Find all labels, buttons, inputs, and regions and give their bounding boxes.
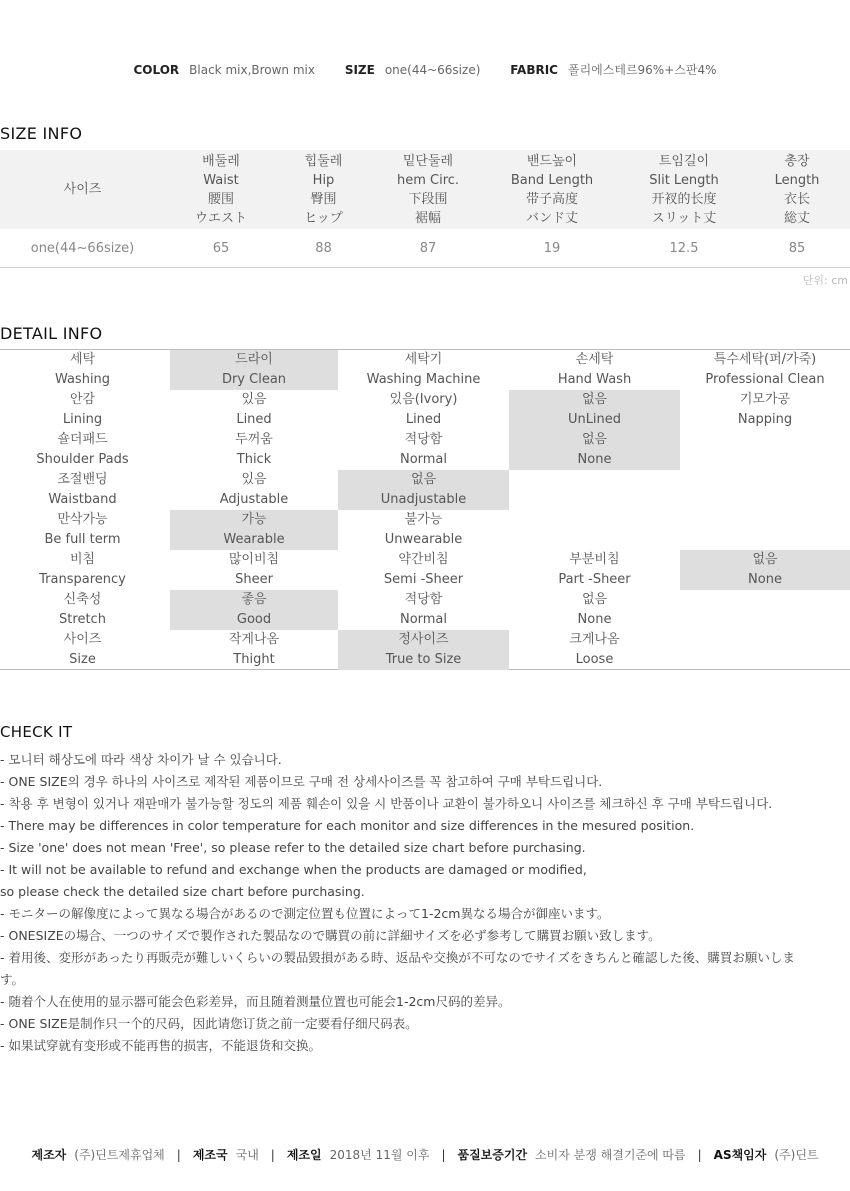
detail-option-ko: 없음	[752, 552, 778, 567]
detail-row-head	[0, 390, 165, 430]
detail-option-ko: 드라이	[235, 352, 273, 367]
detail-option-cell	[338, 510, 509, 550]
size-info-title: SIZE INFO	[0, 124, 83, 143]
detail-option-ko: 없음	[410, 472, 437, 487]
detail-info-title: DETAIL INFO	[0, 324, 103, 343]
size-col-jp: ウエスト	[194, 211, 247, 226]
size-value-band: 19	[543, 241, 561, 256]
detail-option-cell	[680, 430, 850, 470]
detail-head-en: Washing	[54, 372, 111, 387]
detail-option-cell	[338, 390, 509, 430]
size-col-slit	[618, 152, 750, 228]
size-col-band	[486, 152, 618, 228]
detail-head-ko: 비침	[69, 552, 96, 567]
detail-option-cell	[338, 590, 509, 630]
detail-option-ko: 부분비침	[569, 552, 620, 567]
detail-head-ko: 숄더패드	[57, 432, 108, 447]
detail-head-ko: 세탁	[69, 352, 96, 367]
detail-option-cell	[170, 470, 338, 510]
manufacturer-footer	[0, 1146, 850, 1163]
size-col-ko: 밑단둘레	[402, 154, 454, 169]
size-value-hem: 87	[419, 241, 437, 256]
size-col-en: Length	[774, 173, 820, 188]
detail-option-ko: 있음	[241, 472, 267, 487]
size-table-header	[0, 150, 850, 229]
detail-option-cell	[338, 470, 509, 510]
detail-option-en: Hand Wash	[557, 372, 632, 387]
size-col-en: Waist	[203, 173, 239, 188]
size-col-ko: 총장	[784, 154, 810, 169]
detail-head-en: Lining	[62, 412, 103, 427]
size-col-hip	[277, 152, 370, 228]
detail-head-en: Shoulder Pads	[36, 452, 129, 467]
detail-option-en: Part -Sheer	[558, 572, 631, 587]
check-note-line: す。	[0, 972, 25, 987]
detail-row-head	[0, 510, 165, 550]
detail-option-cell	[170, 590, 338, 630]
detail-head-en: Be full term	[44, 532, 121, 547]
detail-option-ko: 좋음	[241, 592, 267, 607]
footer-separator: |	[697, 1148, 702, 1162]
detail-option-ko: 두꺼움	[235, 432, 273, 447]
size-col-en: Band Length	[510, 173, 594, 188]
footer-value: 소비자 분쟁 해결기준에 따름	[535, 1148, 686, 1162]
detail-head-ko: 신축성	[63, 592, 102, 607]
size-col-en: Slit Length	[649, 173, 719, 188]
detail-option-cell	[509, 350, 680, 390]
detail-row-head	[0, 630, 165, 670]
detail-option-cell	[509, 510, 680, 550]
check-it-notes	[0, 749, 850, 1057]
detail-option-cell	[170, 390, 338, 430]
detail-row	[0, 470, 850, 510]
detail-option-cell	[509, 390, 680, 430]
size-unit-note: 단위: cm	[802, 274, 848, 287]
detail-head-en: Transparency	[39, 572, 126, 587]
detail-option-en: Sheer	[235, 572, 273, 587]
detail-option-ko: 없음	[581, 392, 608, 407]
detail-option-cell	[680, 550, 850, 590]
detail-option-en: Washing Machine	[366, 372, 481, 387]
size-col-hem	[370, 152, 486, 228]
detail-head-ko: 사이즈	[63, 632, 102, 647]
detail-row	[0, 390, 850, 430]
detail-option-en: True to Size	[385, 652, 462, 667]
detail-head-en: Waistband	[48, 492, 117, 507]
detail-head-en: Size	[69, 652, 96, 667]
detail-option-ko: 손세탁	[575, 352, 614, 367]
detail-option-ko: 적당함	[404, 592, 443, 607]
size-value-slit: 12.5	[669, 241, 699, 256]
size-row-label: 사이즈	[63, 182, 102, 197]
check-note-line: - ONE SIZE의 경우 하나의 사이즈로 제작된 제품이므로 구매 전 상세사이즈를 꼭 참고하여 구매 부탁드립니다.	[0, 774, 603, 789]
footer-key: 제조일	[286, 1148, 322, 1162]
size-col-length	[750, 152, 844, 228]
detail-info-table	[0, 349, 850, 670]
detail-option-en: None	[577, 452, 612, 467]
footer-value: 2018년 11월 이후	[329, 1148, 430, 1162]
detail-row-head	[0, 590, 165, 630]
size-col-jp: バンド丈	[525, 211, 578, 226]
detail-option-cell	[338, 550, 509, 590]
detail-row	[0, 350, 850, 390]
detail-option-ko: 가능	[241, 512, 267, 527]
size-col-cn: 下段围	[408, 192, 448, 207]
check-note-line: so please check the detailed size chart before purchasing.	[0, 884, 365, 899]
spec-color-value: Black mix,Brown mix	[189, 63, 315, 77]
footer-key: 제조국	[192, 1148, 228, 1162]
product-spec-line	[0, 61, 850, 78]
footer-separator: |	[441, 1148, 446, 1162]
detail-option-en: UnLined	[567, 412, 622, 427]
check-note-line: - 如果试穿就有变形或不能再售的损害，不能退货和交换。	[0, 1038, 321, 1053]
detail-option-cell	[680, 350, 850, 390]
size-col-ko: 트임길이	[658, 154, 710, 169]
detail-option-en: None	[748, 572, 782, 587]
detail-option-ko: 기모가공	[739, 392, 791, 407]
detail-row-head	[0, 430, 165, 470]
detail-option-en: Semi -Sheer	[383, 572, 464, 587]
check-note-line: - 모니터 해상도에 따라 색상 차이가 날 수 있습니다.	[0, 752, 282, 767]
footer-value: (주)딘트제휴업체	[74, 1148, 165, 1162]
detail-option-en: Thick	[236, 452, 272, 467]
detail-option-ko: 정사이즈	[398, 632, 449, 647]
size-value-hip: 88	[315, 241, 332, 256]
detail-option-cell	[680, 630, 850, 670]
detail-option-en: Wearable	[223, 532, 285, 547]
footer-value: 국내	[235, 1148, 259, 1162]
size-col-cn: 开衩的长度	[651, 192, 717, 207]
size-col-cn: 腰围	[207, 192, 234, 207]
check-note-line: - 着用後、変形があったり再販売が難しいくらいの製品毀損がある時、返品や交換が不可なのでサイズをきちんと確認した後、購買お願いしま	[0, 950, 795, 965]
detail-head-en: Stretch	[59, 612, 106, 627]
footer-value: (주)딘트	[774, 1148, 819, 1162]
detail-option-en: Good	[236, 612, 272, 627]
check-note-line: - 随着个人在使用的显示器可能会色彩差异，而且随着测量位置也可能会1-2cm尺码的差异。	[0, 994, 511, 1009]
size-col-jp: 総丈	[783, 211, 810, 226]
check-note-line: - ONE SIZE是制作只一个的尺码，因此请您订货之前一定要看仔细尺码表。	[0, 1016, 418, 1031]
detail-option-en: Lined	[405, 412, 442, 427]
detail-option-ko: 있음	[241, 392, 267, 407]
detail-option-en: Normal	[399, 612, 448, 627]
detail-option-cell	[338, 350, 509, 390]
size-col-cn: 衣长	[783, 192, 810, 207]
size-col-cn: 带子高度	[525, 192, 578, 207]
detail-option-cell	[170, 510, 338, 550]
detail-option-ko: 크게나옴	[569, 632, 620, 647]
detail-option-ko: 세탁기	[404, 352, 443, 367]
detail-option-en: Unadjustable	[380, 492, 467, 507]
spec-fabric-key: FABRIC	[510, 63, 558, 77]
detail-option-en: None	[577, 612, 612, 627]
detail-option-ko: 없음	[581, 432, 608, 447]
size-col-cn: 臀围	[310, 192, 337, 207]
detail-option-ko: 있음(Ivory)	[389, 392, 458, 407]
spec-color-key: COLOR	[133, 63, 180, 77]
detail-option-en: Unwearable	[384, 532, 463, 547]
size-value-length: 85	[788, 241, 806, 256]
size-col-jp: スリット丈	[651, 211, 717, 226]
detail-option-cell	[338, 630, 509, 670]
detail-head-ko: 조절밴딩	[57, 472, 108, 487]
detail-option-cell	[509, 630, 680, 670]
size-col-ko: 밴드높이	[526, 154, 578, 169]
detail-option-ko: 불가능	[404, 512, 443, 527]
detail-option-cell	[680, 470, 850, 510]
detail-row	[0, 510, 850, 550]
detail-option-cell	[170, 550, 338, 590]
detail-option-cell	[170, 630, 338, 670]
detail-row	[0, 630, 850, 670]
detail-option-en: Loose	[575, 652, 614, 667]
detail-option-cell	[338, 430, 509, 470]
detail-option-ko: 약간비침	[398, 552, 449, 567]
size-col-jp: ヒップ	[304, 211, 343, 226]
detail-head-ko: 만삭가능	[57, 512, 108, 527]
detail-option-en: Napping	[737, 412, 793, 427]
spec-size-key: SIZE	[344, 63, 375, 77]
detail-option-ko: 많이비침	[228, 552, 280, 567]
detail-option-en: Professional Clean	[705, 372, 825, 387]
detail-option-cell	[509, 550, 680, 590]
size-name-cell: one(44~66size)	[30, 241, 135, 256]
check-note-line: - モニターの解像度によって異なる場合があるので測定位置も位置によって1-2cm異なる場合が御座います。	[0, 906, 610, 921]
detail-option-cell	[680, 510, 850, 550]
check-note-line: - 착용 후 변형이 있거나 재판매가 불가능할 정도의 제품 훼손이 있을 시 반품이나 교환이 불가하오니 사이즈를 체크하신 후 구매 부탁드립니다.	[0, 796, 773, 811]
detail-row	[0, 430, 850, 470]
detail-row-head	[0, 470, 165, 510]
size-col-waist	[165, 152, 277, 228]
detail-option-ko: 작게나옴	[228, 632, 280, 647]
detail-row	[0, 550, 850, 590]
size-col-ko: 배둘레	[202, 154, 240, 169]
size-col-ko: 힙둘레	[304, 154, 343, 169]
detail-option-en: Dry Clean	[221, 372, 287, 387]
detail-option-en: Normal	[399, 452, 448, 467]
size-col-jp: 裾幅	[414, 211, 441, 226]
footer-key: 제조자	[31, 1148, 67, 1162]
detail-row-head	[0, 550, 165, 590]
check-note-line: - ONESIZEの場合、一つのサイズで製作された製品なので購買の前に詳細サイズを必ず参考して購買お願い致します。	[0, 928, 661, 943]
size-col-en: Hip	[312, 173, 335, 188]
detail-option-cell	[170, 430, 338, 470]
detail-head-ko: 안감	[69, 392, 96, 407]
size-value-waist: 65	[212, 241, 230, 256]
check-note-line: - There may be differences in color temperature for each monitor and size differences in the mesured position.	[0, 818, 695, 833]
detail-option-cell	[509, 430, 680, 470]
size-table-row	[0, 229, 850, 268]
footer-key: AS책임자	[713, 1148, 767, 1162]
size-col-en: hem Circ.	[396, 173, 460, 188]
detail-option-ko: 특수세탁(퍼/가죽)	[713, 352, 817, 367]
spec-size-value: one(44~66size)	[384, 63, 481, 77]
footer-separator: |	[176, 1148, 181, 1162]
detail-row	[0, 590, 850, 630]
detail-option-en: Lined	[236, 412, 272, 427]
detail-option-en: Thight	[233, 652, 275, 667]
detail-row-head	[0, 350, 165, 390]
footer-key: 품질보증기간	[457, 1148, 528, 1162]
detail-option-ko: 없음	[581, 592, 608, 607]
detail-option-en: Adjustable	[219, 492, 289, 507]
detail-option-cell	[680, 390, 850, 430]
check-note-line: - Size 'one' does not mean 'Free', so please refer to the detailed size chart before purchasing.	[0, 840, 586, 855]
check-note-line: - It will not be available to refund and exchange when the products are damaged or modified,	[0, 862, 587, 877]
detail-option-ko: 적당함	[404, 432, 443, 447]
spec-fabric-value: 폴리에스테르96%+스판4%	[567, 63, 717, 77]
footer-separator: |	[270, 1148, 275, 1162]
check-it-title: CHECK IT	[0, 723, 73, 741]
detail-option-cell	[509, 470, 680, 510]
detail-option-cell	[509, 590, 680, 630]
detail-option-cell	[680, 590, 850, 630]
detail-option-cell	[170, 350, 338, 390]
